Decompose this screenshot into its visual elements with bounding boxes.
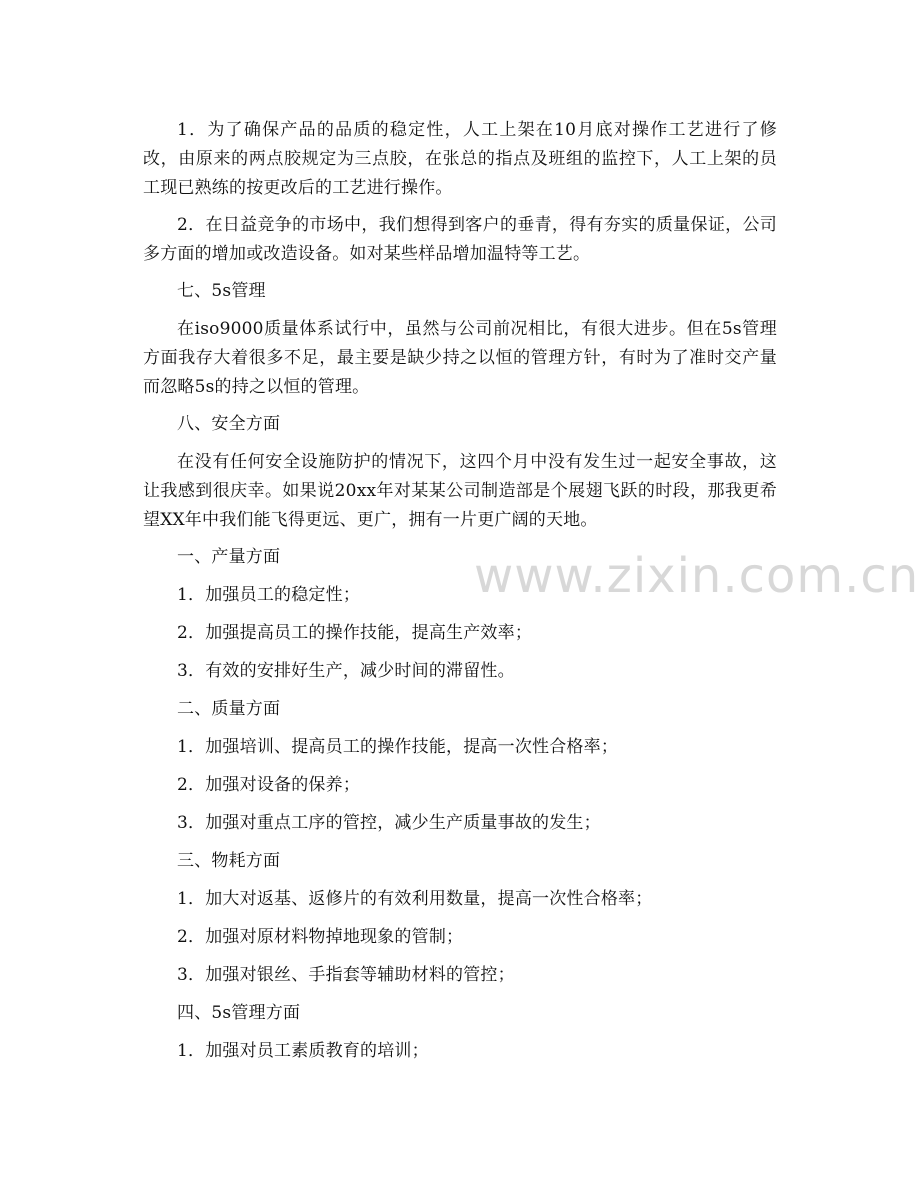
paragraph-5s: 在iso9000质量体系试行中，虽然与公司前况相比，有很大进步。但在5s管理方面我存大着很多不足，最主要是缺少持之以恒的管理方针，有时为了准时交产量而忽略5s的持之以恒的管理。 — [143, 319, 777, 397]
list-item: 1．加强对员工素质教育的培训； — [177, 1041, 429, 1061]
list-item: 1．加大对返基、返修片的有效利用数量，提高一次性合格率； — [177, 889, 653, 909]
section-heading-safety: 八、安全方面 — [177, 414, 281, 434]
section-heading-5s-plan: 四、5s管理方面 — [177, 1003, 301, 1023]
section-heading-materials: 三、物耗方面 — [177, 851, 281, 871]
document-body — [143, 116, 777, 1075]
list-item: 2．加强对设备的保养； — [177, 775, 361, 795]
paragraph-2: 2．在日益竞争的市场中，我们想得到客户的垂青，得有夯实的质量保证，公司多方面的增加或改造设备。如对某些样品增加温特等工艺。 — [143, 215, 777, 264]
watermark-text: www.zixin.com.cn — [474, 548, 920, 604]
list-item: 3．有效的安排好生产，减少时间的滞留性。 — [177, 661, 515, 681]
list-item: 3．加强对重点工序的管控，减少生产质量事故的发生； — [177, 813, 601, 833]
section-heading-output: 一、产量方面 — [177, 547, 281, 567]
list-item: 1．加强员工的稳定性； — [177, 585, 361, 605]
list-item: 1．加强培训、提高员工的操作技能，提高一次性合格率； — [177, 737, 619, 757]
paragraph-1: 1．为了确保产品的品质的稳定性，人工上架在10月底对操作工艺进行了修改，由原来的两点胶规定为三点胶，在张总的指点及班组的监控下，人工上架的员工现已熟练的按更改后的工艺进行操作。 — [143, 120, 777, 198]
section-heading-quality: 二、质量方面 — [177, 699, 281, 719]
list-item: 3．加强对银丝、手指套等辅助材料的管控； — [177, 965, 515, 985]
section-heading-5s: 七、5s管理 — [177, 281, 266, 301]
paragraph-safety: 在没有任何安全设施防护的情况下，这四个月中没有发生过一起安全事故，这让我感到很庆幸。如果说20xx年对某某公司制造部是个展翅飞跃的时段，那我更希望XX年中我们能飞得更远、更广，拥有一片更广阔的天地。 — [143, 452, 777, 530]
list-item: 2．加强对原材料物掉地现象的管制； — [177, 927, 464, 947]
list-item: 2．加强提高员工的操作技能，提高生产效率； — [177, 623, 533, 643]
